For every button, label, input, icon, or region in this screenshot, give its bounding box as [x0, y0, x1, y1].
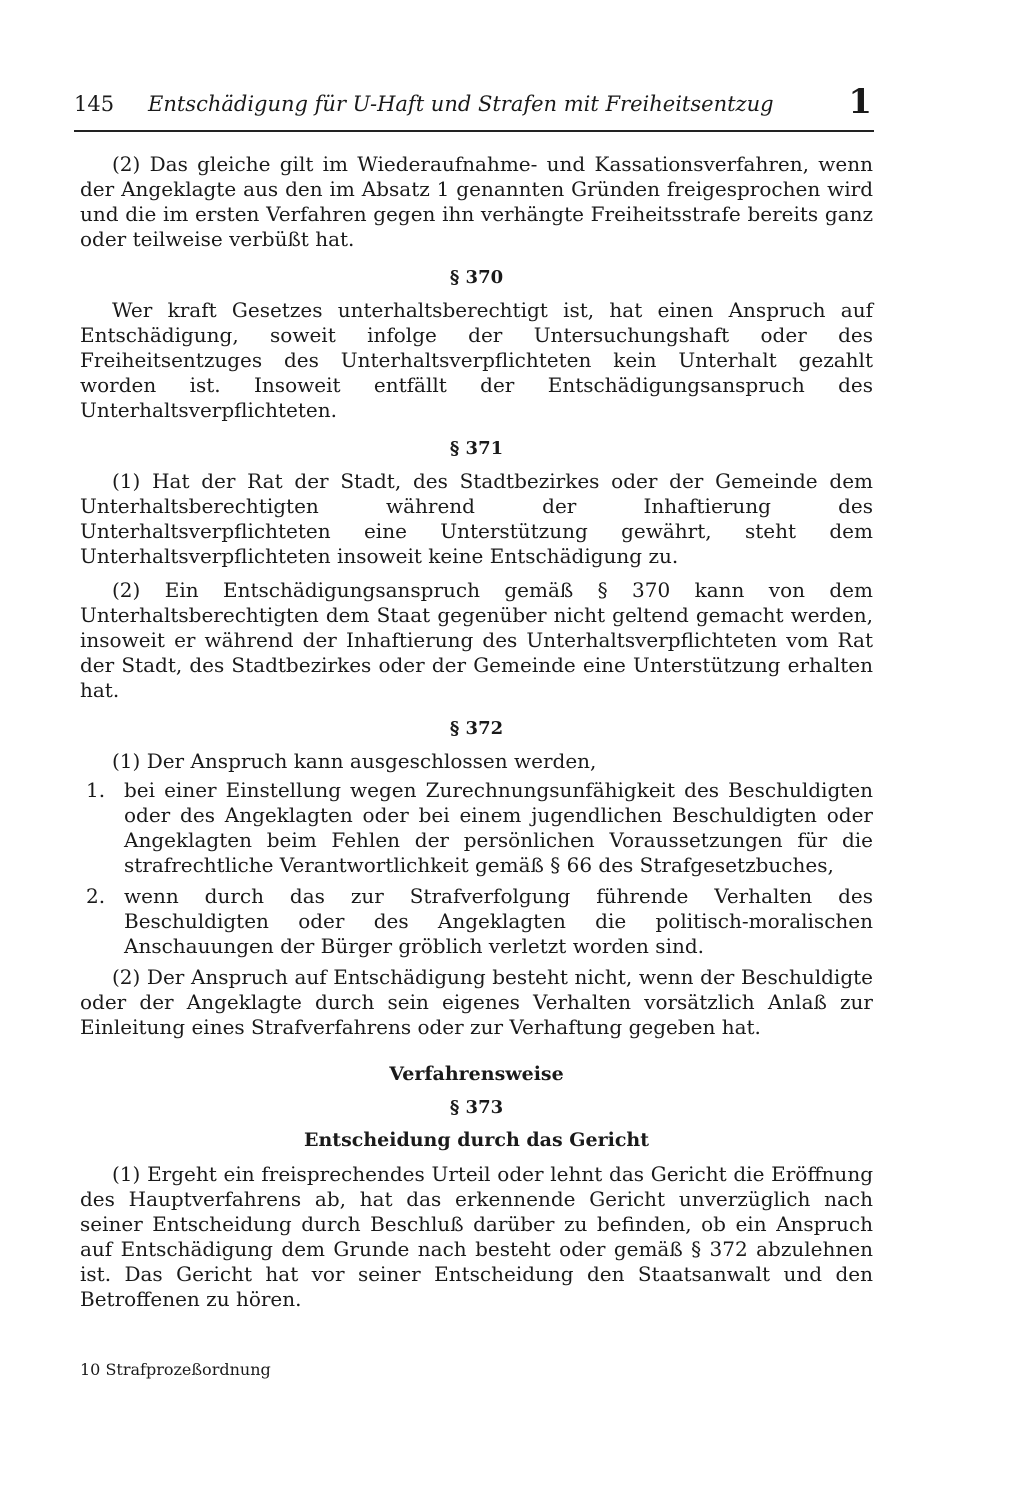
section-372-title: § 372: [449, 718, 504, 739]
section-371-title: § 371: [449, 438, 504, 459]
section-371-paragraph-1: (1) Hat der Rat der Stadt, des Stadtbezirkes oder der Gemeinde dem Unterhaltsberechtigten während der Inhaftierung des Unterhaltsverpflichteten eine Unterstützung gewährt, steht dem Unterhaltsverpflichteten insoweit keine Entschädigung zu.: [80, 469, 873, 568]
section-370-title: § 370: [449, 267, 504, 288]
intro-paragraph: (2) Das gleiche gilt im Wiederaufnahme- und Kassationsverfahren, wenn der Angeklagte aus den im Absatz 1 genannten Gründen freigesprochen wird und die im ersten Verfahren gegen ihn verhängte Freiheitsstrafe bereits ganz oder teilweise verbüßt hat.: [80, 152, 873, 251]
section-373-paragraph-1: (1) Ergeht ein freisprechendes Urteil oder lehnt das Gericht die Eröffnung des Hauptverfahrens ab, hat das erkennende Gericht unverzüglich nach seiner Entscheidung durch Beschluß darüber zu befinden, ob ein Anspruch auf Entschädigung dem Grunde nach besteht oder gemäß § 372 abzulehnen ist. Das Gericht hat vor seiner Entscheidung den Staatsanwalt und den Betroffenen zu hören.: [80, 1162, 873, 1311]
list-item-text: bei einer Einstellung wegen Zurechnungsunfähigkeit des Beschuldigten oder des Angeklagten oder bei einem jugendlichen Beschuldigten oder Angeklagten beim Fehlen der persönlichen Voraussetzungen für die strafrechtliche Verantwortlichkeit gemäß § 66 des Strafgesetzbuches,: [124, 778, 873, 877]
section-373-title: § 373: [449, 1097, 504, 1118]
page-header: [74, 82, 874, 132]
section-371-paragraph-2: (2) Ein Entschädigungsanspruch gemäß § 370 kann von dem Unterhaltsberechtigten dem Staat gegenüber nicht geltend gemacht werden, insoweit er während der Inhaftierung des Unterhaltsverpflichteten vom Rat der Stadt, des Stadtbezirkes oder der Gemeinde eine Unterstützung erhalten hat.: [80, 578, 873, 702]
page-footer: 10 Strafprozeßordnung: [80, 1360, 271, 1379]
page-body: [80, 152, 873, 1312]
running-title: Entschädigung für U-Haft und Strafen mit Freiheitsentzug: [148, 92, 774, 116]
chapter-number: 1: [848, 82, 872, 122]
section-370-paragraph: Wer kraft Gesetzes unterhaltsberechtigt ist, hat einen Anspruch auf Entschädigung, soweit infolge der Untersuchungshaft oder des Freiheitsentzuges des Unterhaltsverpflichteten kein Unterhalt gezahlt worden ist. Insoweit entfällt der Entschädigungsanspruch des Unterhaltsverpflichteten.: [80, 298, 873, 422]
section-372-paragraph-2: (2) Der Anspruch auf Entschädigung besteht nicht, wenn der Beschuldigte oder der Angeklagte durch sein eigenes Verhalten vorsätzlich Anlaß zur Einleitung eines Strafverfahrens oder zur Verhaftung gegeben hat.: [80, 965, 873, 1039]
list-item-number: 2.: [86, 884, 106, 908]
section-372-list: [80, 778, 873, 959]
section-373-heading: Entscheidung durch das Gericht: [304, 1129, 649, 1151]
list-item-number: 1.: [86, 778, 106, 802]
section-372-paragraph-1: (1) Der Anspruch kann ausgeschlossen werden,: [112, 749, 597, 773]
list-item-text: wenn durch das zur Strafverfolgung führende Verhalten des Beschuldigten oder des Angeklagten die politisch-moralischen Anschauungen der Bürger gröblich verletzt worden sind.: [124, 884, 873, 958]
page-number: 145: [74, 92, 115, 116]
list-item: [80, 884, 873, 959]
list-item: [80, 778, 873, 878]
procedure-heading: Verfahrensweise: [389, 1063, 564, 1085]
